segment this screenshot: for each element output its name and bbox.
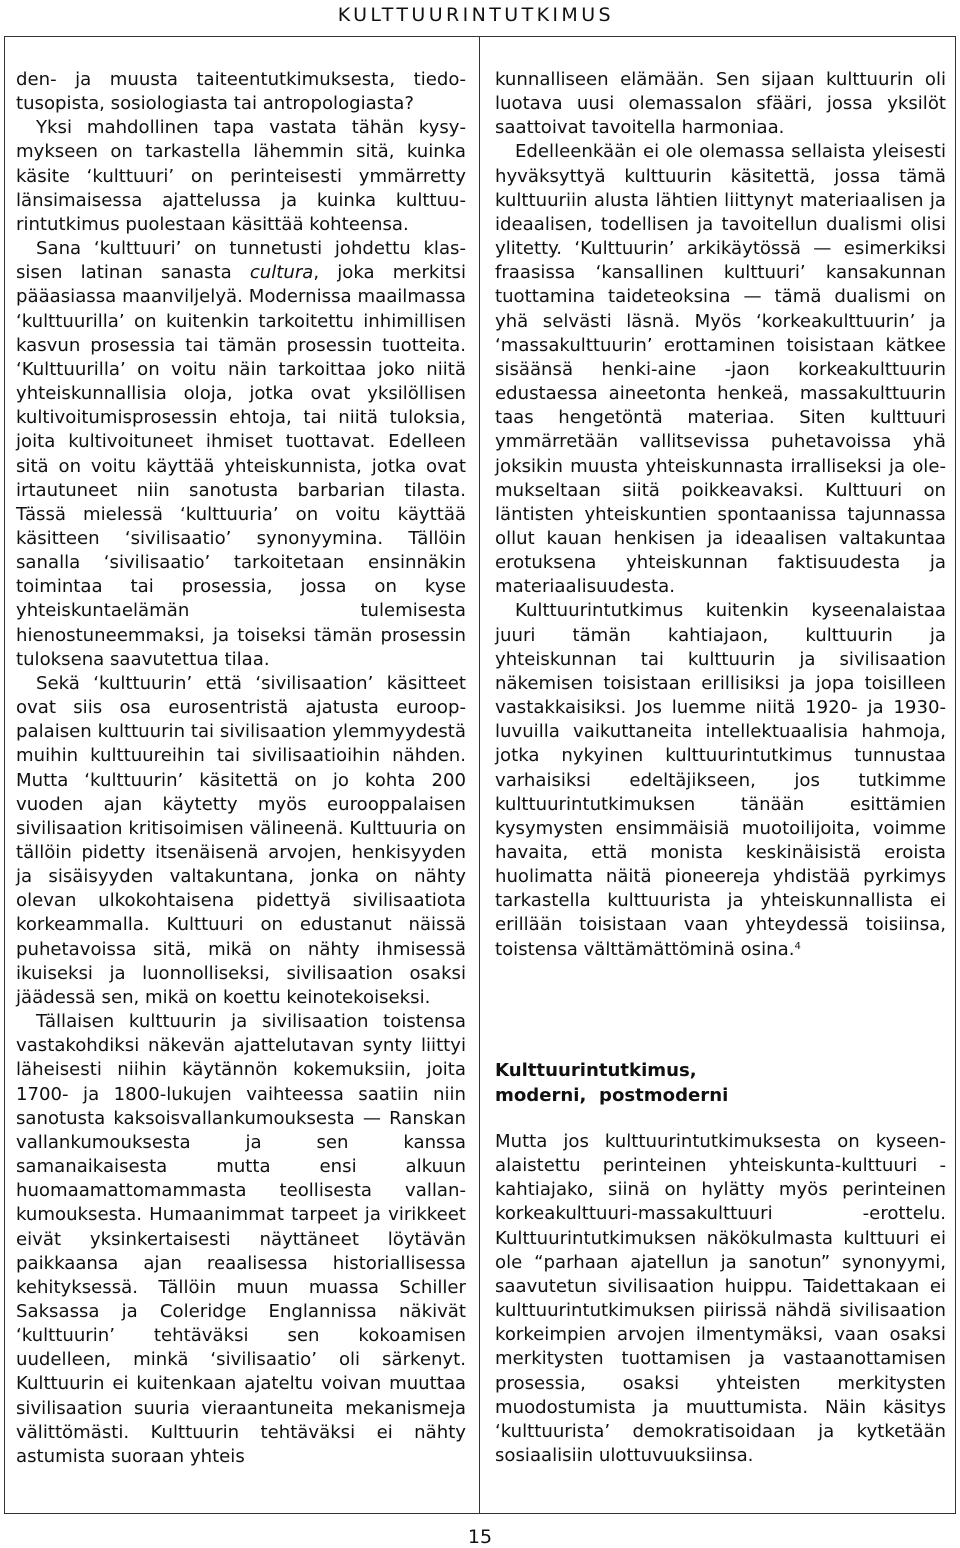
running-title: KULTTUURINTUTKIMUS [337,4,614,26]
paragraph: kunnalliseen elämään. Sen sijaan kulttuurin oli luotava uusi olemassalon sfääri, jossa yksilöt saattoivat tavoitella harmoniaa. [495,69,946,139]
left-column [16,68,466,1469]
right-column-continued [495,1130,946,1468]
paragraph-text: Kulttuurintutkimus kuitenkin kyseenalaistaa juuri tämän kahtiajaon, kulttuurin ja yhteiskunnan tai kulttuurin ja sivilisaation näkemisen toisistaan erillisiksi ja jopa toisilleen vastakkaisiksi. Jos luemme niitä 1920- ja 1930-luvuilla vaikuttaneita intellektuaalisia hahmoja, jotka nykyinen kulttuurintutkimus tunnustaa varhaisiksi edeltäjikseen, jos tutkimme kulttuurintutkimuksen tänään esittämien kysymysten ensimmäisiä muotoilijoita, voimme havaita, että monista keskinäisistä eroista huolimatta näitä pioneereja yhdistää pyrkimys tarkastella kulttuurista ja yhteiskunnallista ei erillään toisistaan vaan yhteydessä toisiinsa, toistensa välttämättöminä osina. [495,600,946,960]
paragraph: Edelleenkään ei ole olemassa sellaista yleisesti hyväksyttyä kulttuurin käsitettä, jossa tämä kulttuuriin alusta lähtien liittynyt materiaalisen ja ideaalisen, todellisen ja tavoitellun dualismi olisi ylitetty. ‘Kulttuurin’ arkikäytössä — esimerkiksi fraasissa ‘kansallinen kulttuuri’ kansakunnan tuottamina taideteoksina — tämä dualismi on yhä selvästi läsnä. Myös ‘korkeakulttuurin’ ja ‘massakulttuurin’ erottaminen toisistaan kätkee sisäänsä henki-aine -jaon korkeakulttuurin edustaessa aineetonta henkeä, massakulttuurin taas hengetöntä materiaa. Siten kulttuuri ymmärretään vallitsevissa puhetavoissa yhä joksikin muusta yhteiskunnasta irralliseksi ja olemukseltaan siitä poikkeavaksi. Kulttuuri on läntisten yhteiskuntien spontaanissa tajunnassa ollut kauan henkisen ja ideaalisen valtakuntaa erotuksena yhteiskunnan faktisuudesta ja materiaalisuudesta. [495,141,946,598]
section-heading [495,1058,946,1108]
column-divider [479,36,480,1513]
paragraph: den- ja muusta taiteentutkimuksesta, tiedotusopista, sosiologiasta tai antropologiasta? [16,69,466,115]
page-number: 15 [467,1526,493,1548]
paragraph: Yksi mahdollinen tapa vastata tähän kysymykseen on tarkastella lähemmin sitä, kuinka käsite ‘kulttuuri’ on perinteisesti ymmärretty länsimaisessa ajattelussa ja kuinka kulttuurintutkimus puolestaan käsittää kohteensa. [16,117,466,235]
right-column [495,68,946,962]
paragraph: Mutta jos kulttuurintutkimuksesta on kyseenalaistettu perinteinen yhteiskunta-kulttuuri -kahtiajako, siinä on hylätty myös perinteinen korkeakulttuuri-massakulttuuri -erottelu. Kulttuurintutkimuksen näkökulmasta kulttuuri ei ole “parhaan ajatellun ja sanotun” synonyymi, saavutetun sivilisaation huippu. Taidettakaan ei kulttuurintutkimuksen piirissä nähdä sivilisaation korkeimpien arvojen ilmentymäksi, vaan osaksi merkitysten tuottamisen ja vastaanottamisen prosessia, osaksi yhteisten merkitysten muodostumista ja muuttumista. Näin käsitys ‘kulttuurista’ demokratisoidaan ja kytketään sosiaalisiin ulottuvuuksiinsa. [495,1131,946,1467]
paragraph [495,599,946,961]
footnote-ref: 4 [794,940,801,952]
section-heading-line: moderni, postmoderni [495,1085,729,1106]
paragraph: Sekä ‘kulttuurin’ että ‘sivilisaation’ käsitteet ovat siis osa eurosentristä ajatusta eurooppalaisen kulttuurin tai sivilisaation ylemmyydestä muihin kulttuureihin tai sivilisaatioihin nähden. Mutta ‘kulttuurin’ käsitettä on jo kohta 200 vuoden ajan käytetty myös eurooppalaisen sivilisaation kritisoimisen välineenä. Kulttuuria on tällöin pidetty itsenäisenä arvojen, henkisyyden ja sisäisyyden valtakuntana, jonka on nähty olevan ulkokohtaisena pidettyä sivilisaatiota korkeammalla. Kulttuuri on edustanut näissä puhetavoissa sitä, mikä on nähty ihmisessä ikuiseksi ja luonnolliseksi, sivilisaation osaksi jäädessä sen, mikä on koettu keinotekoiseksi. [16,672,466,1008]
running-header [0,0,960,30]
section-heading-line: Kulttuurintutkimus, [495,1060,697,1081]
paragraph: Sana ‘kulttuuri’ on tunnetusti johdettu klassisen latinan sanasta cultura, joka merkitsi pääasiassa maanviljelyä. Modernissa maailmassa ‘kulttuurilla’ on kuitenkin tarkoitettu inhimillisen kasvun prosessia tai tämän prosessin tuotteita. ‘Kulttuurilla’ on voitu näin tarkoittaa joko niitä yhteiskunnallisia oloja, jotka ovat yksilöllisen kultivoitumisprosessin ehtoja, tai niitä tuloksia, joita kultivoituneet ihmiset tuottavat. Edelleen sitä on voitu käyttää yhteiskunnista, jotka ovat irtautuneet niin sanotusta barbarian tilasta. Tässä mielessä ‘kulttuuria’ on voitu käyttää käsitteen ‘sivilisaatio’ synonyymina. Tällöin sanalla ‘sivilisaatio’ tarkoitetaan ensinnäkin toimintaa tai prosessia, jossa on kyse yhteiskuntaelämän tulemisesta hienostuneemmaksi, ja toiseksi tämän prosessin tuloksena saavutettua tilaa. [16,238,466,670]
latin-term: cultura [249,262,314,284]
paragraph: Tällaisen kulttuurin ja sivilisaation toistensa vastakohdiksi näkevän ajattelutavan synty liittyi läheisesti niihin käytännön kokemuksiin, joita 1700- ja 1800-lukujen vaihteessa saatiin niin sanotusta kaksoisvallankumouksesta — Ranskan vallankumouksesta ja sen kanssa samanaikaisesta mutta ensi alkuun huomaamattomammasta teollisesta vallankumouksesta. Humaanimmat tarpeet ja virikkeet eivät yksinkertaisesti näyttäneet löytävän paikkaansa ajan reaalisessa historiallisessa kehityksessä. Tällöin muun muassa Schiller Saksassa ja Coleridge Englannissa näkivät ‘kulttuurin’ tehtäväksi sen kokoamisen uudelleen, minkä ‘sivilisaatio’ oli särkenyt. Kulttuurin ei kuitenkaan ajateltu voivan muuttaa sivilisaation suuria vieraantuneita mekanismeja välittömästi. Kulttuurin tehtäväksi ei nähty astumista suoraan yhteis [16,1011,466,1467]
